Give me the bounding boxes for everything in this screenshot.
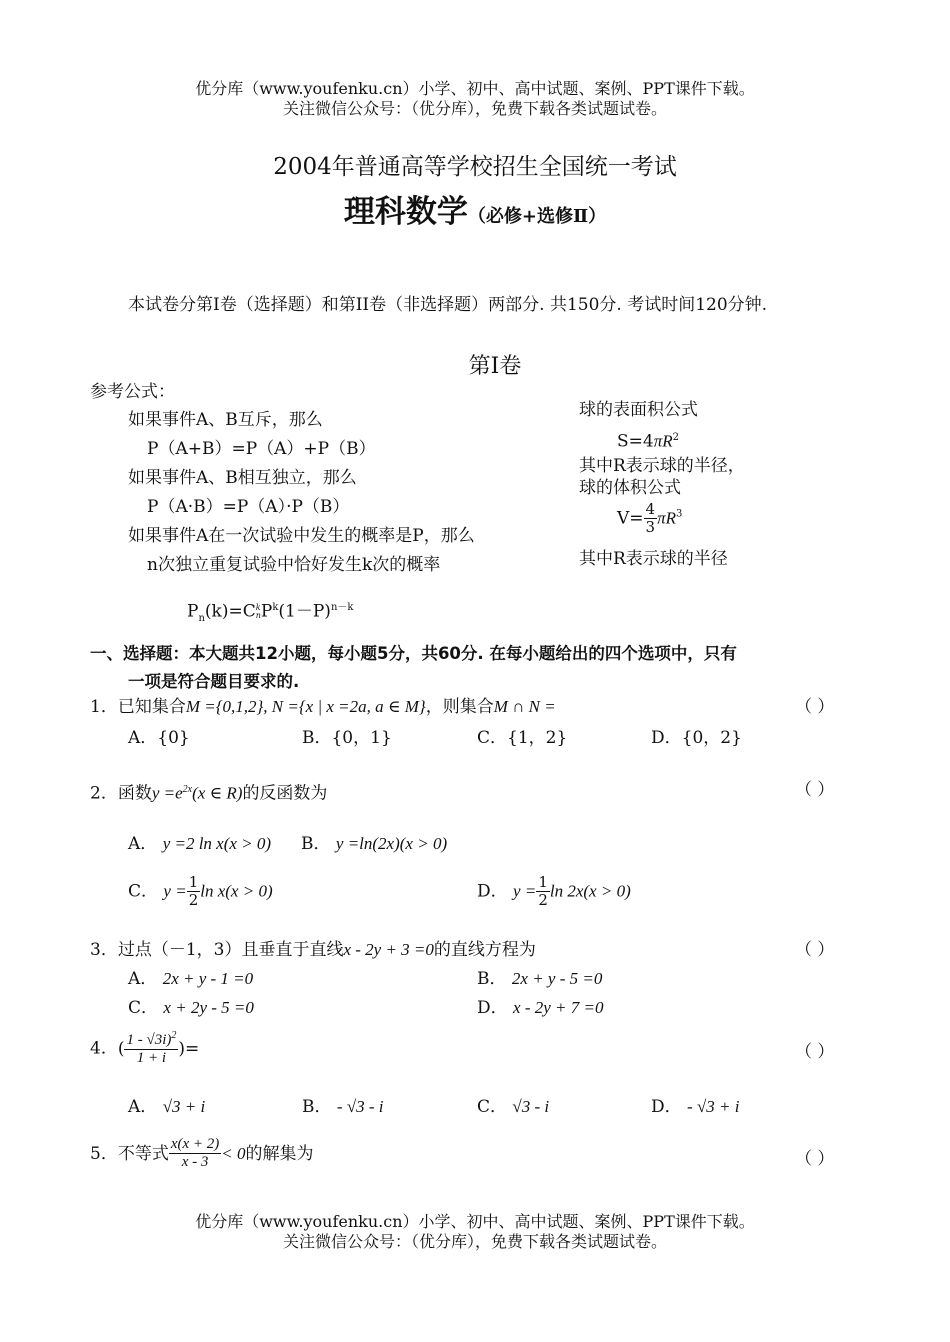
formula-line-1: 如果事件A、B互斥，那么 xyxy=(128,410,323,430)
q2-option-a: A． y =2 ln x(x > 0) xyxy=(128,834,272,854)
q3-option-c: C． x + 2y - 5 =0 xyxy=(128,998,254,1018)
q2-option-c: C． y = $\frac{1}{2}$ ln x(x > 0) xyxy=(128,873,273,910)
sphere-area-title: 球的表面积公式 xyxy=(579,400,698,420)
sphere-volume-title: 球的体积公式 xyxy=(579,478,681,498)
formula-line-4: P（A·B）=P（A）·P（B） xyxy=(147,497,350,517)
footer-line-1: 优分库（www.youfenku.cn）小学、初中、高中试题、案例、PPT课件下载。 xyxy=(195,1212,755,1231)
part-1-title: 第I卷 xyxy=(468,354,522,379)
q3-option-a: A． 2x + y - 1 =0 xyxy=(128,969,254,989)
binomial-formula: $P_n(k)=C$ k n $P^k(1-P)^{n-k}$ xyxy=(187,601,354,625)
question-2-answer-paren: （ ） xyxy=(795,780,835,800)
question-4-answer-paren: （ ） xyxy=(795,1042,835,1062)
question-2-stem: 2．函数$y =e^{2x}(x$ ∈ R)的反函数为 xyxy=(90,783,328,804)
question-1-stem: 1．已知集合M ={0,1,2}, N ={x | x =2a, a ∈ M}，则集合M ∩ N = xyxy=(90,697,556,717)
formula-line-5: 如果事件A在一次试验中发生的概率是P，那么 xyxy=(128,526,475,546)
question-5-answer-paren: （ ） xyxy=(795,1149,835,1169)
formula-heading: 参考公式： xyxy=(90,382,175,402)
q1-option-d: D．{0，2} xyxy=(651,728,742,748)
subject-name: 理科数学 xyxy=(343,194,468,230)
sphere-volume-formula: V= $\frac{4}{3}$ $\pi R^3$ xyxy=(617,500,683,537)
question-5-stem: 5．不等式 $\frac{x(x + 2)}{x - 3}$ < 0的解集为 xyxy=(90,1136,314,1171)
q1-option-b: B．{0，1} xyxy=(302,728,392,748)
question-3-answer-paren: （ ） xyxy=(795,940,835,960)
subject-note: （必修+选修Ⅱ） xyxy=(467,206,607,227)
q4-option-a: A． √3 + i xyxy=(128,1097,206,1117)
footer-line-2: 关注微信公众号：（优分库），免费下载各类试题试卷。 xyxy=(282,1232,667,1251)
q3-option-b: B． 2x + y - 5 =0 xyxy=(477,969,603,989)
q1-option-a: A．{0} xyxy=(128,728,190,748)
q2-option-d: D． y = $\frac{1}{2}$ ln 2x(x > 0) xyxy=(477,873,631,910)
header-line-1: 优分库（www.youfenku.cn）小学、初中、高中试题、案例、PPT课件下载。 xyxy=(195,79,755,98)
header-line-2: 关注微信公众号：（优分库），免费下载各类试题试卷。 xyxy=(282,99,667,118)
subject-title xyxy=(0,186,950,231)
radius-note-1: 其中R表示球的半径， xyxy=(579,456,745,476)
q4-option-b: B． - √3 - i xyxy=(302,1097,384,1117)
question-3-stem: 3．过点（－1，3）且垂直于直线x - 2y + 3 =0的直线方程为 xyxy=(90,940,536,960)
section-1-line-1: 一、选择题：本大题共12小题，每小题5分，共60分. 在每小题给出的四个选项中，只有 xyxy=(90,644,737,663)
q1-option-c: C．{1，2} xyxy=(477,728,568,748)
formula-line-6: n次独立重复试验中恰好发生k次的概率 xyxy=(147,555,441,575)
sphere-area-formula: $S=4\pi R^2$ xyxy=(617,431,680,452)
question-4-stem: 4．( $\frac{1 - √3i)^2}{1 + i}$ )= xyxy=(90,1030,200,1067)
q4-option-d: D． - √3 + i xyxy=(651,1097,740,1117)
exam-title: 2004年普通高等学校招生全国统一考试 xyxy=(273,154,677,180)
section-1-line-2: 一项是符合题目要求的. xyxy=(128,672,300,691)
q3-option-d: D． x - 2y + 7 =0 xyxy=(477,998,604,1018)
intro-text: 本试卷分第I卷（选择题）和第II卷（非选择题）两部分. 共150分. 考试时间120分钟. xyxy=(128,295,768,315)
q4-option-c: C． √3 - i xyxy=(477,1097,550,1117)
formula-line-3: 如果事件A、B相互独立，那么 xyxy=(128,468,357,488)
q2-option-b: B． y =ln(2x)(x > 0) xyxy=(301,834,448,854)
radius-note-2: 其中R表示球的半径 xyxy=(579,549,728,569)
formula-line-2: P（A+B）=P（A）+P（B） xyxy=(147,439,376,459)
question-1-answer-paren: （ ） xyxy=(795,697,835,717)
